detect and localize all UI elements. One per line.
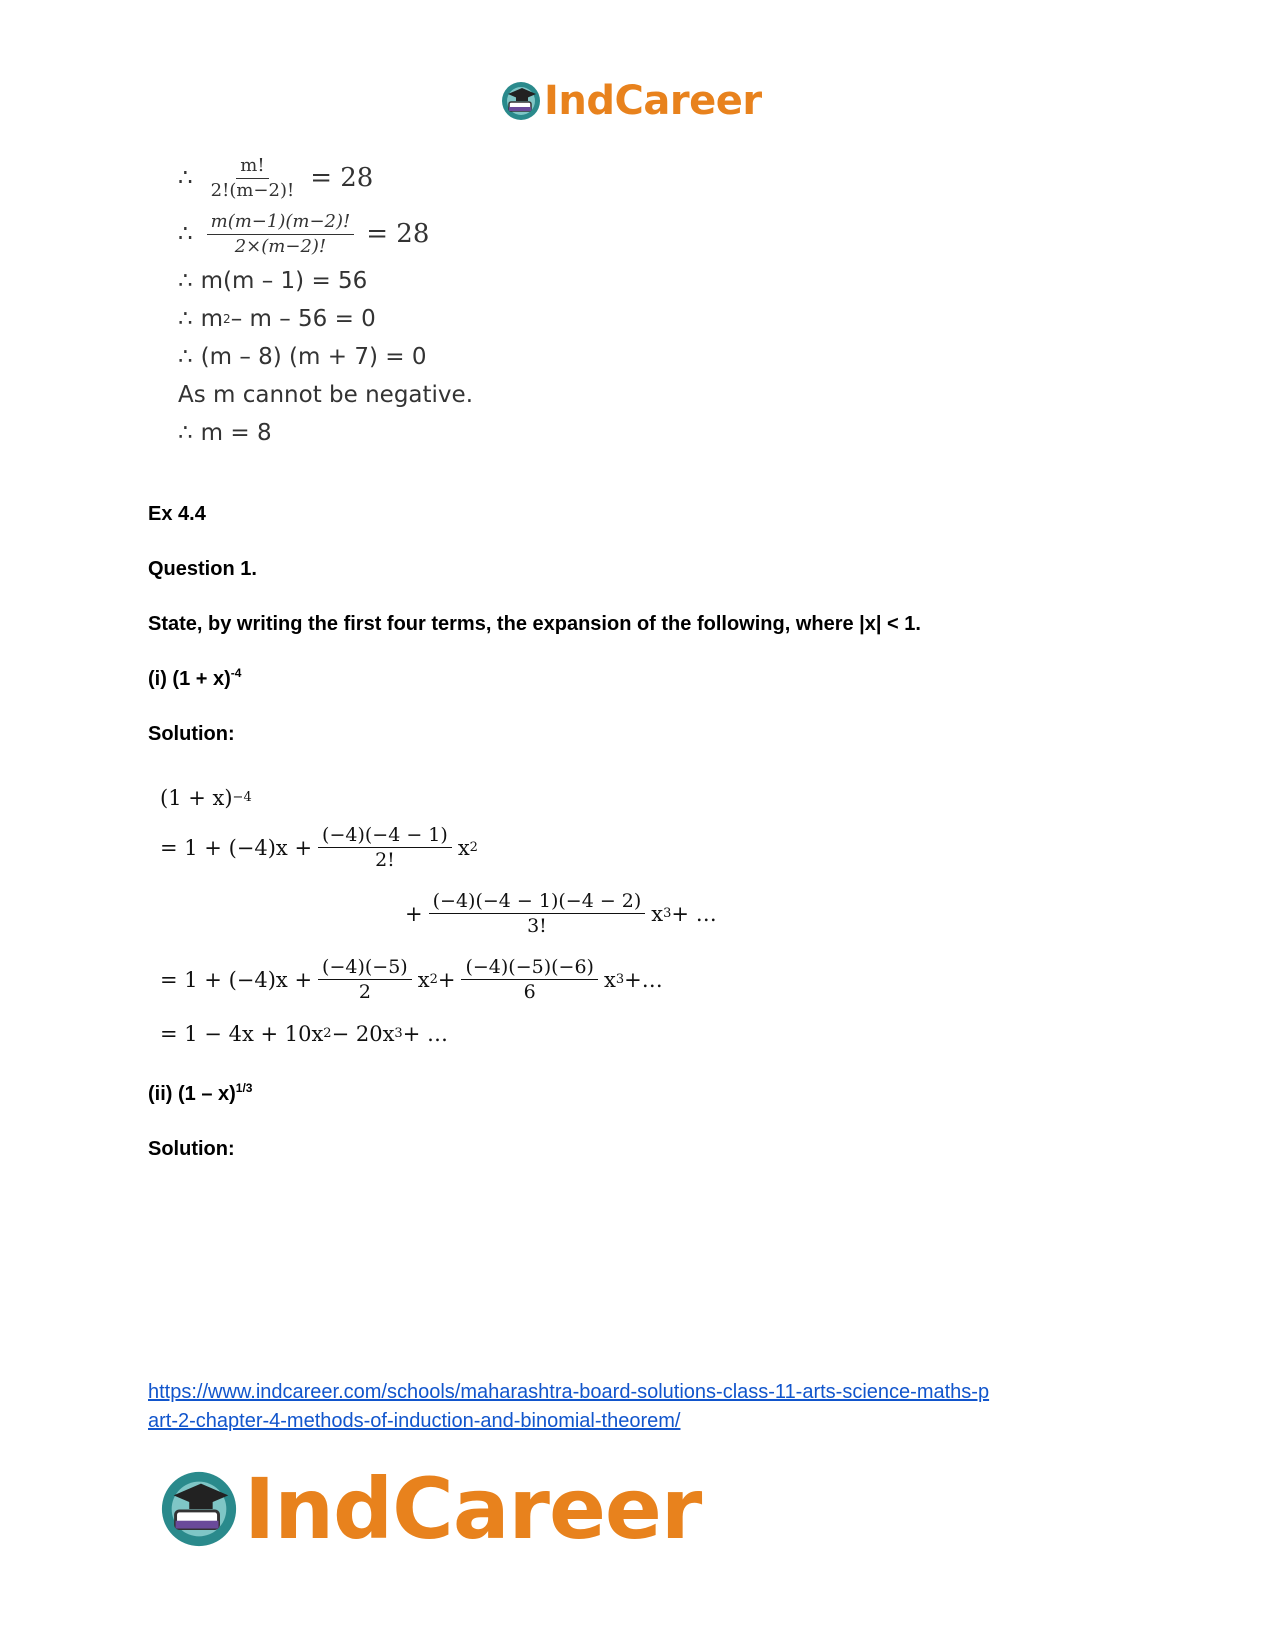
source-link[interactable]: https://www.indcareer.com/schools/maharashtra-board-solutions-class-11-arts-science-maths-p art-2-chapter-4-methods-of-induction-and-binomial-theorem/ xyxy=(148,1381,990,1432)
expansion-line-5: = 1 − 4x + 10x 2 − 20x 3 + … xyxy=(160,1022,448,1046)
step-4: ∴ m 2 – m – 56 = 0 xyxy=(178,306,376,332)
logo-text: IndCareer xyxy=(244,1460,702,1558)
part-ii-label: (ii) (1 – x)$^{1/3}$ xyxy=(148,1081,253,1105)
part-i-label: (i) $(1 + x)^{-4}$ xyxy=(148,666,242,690)
expansion-line-1: (1 + x) −4 xyxy=(160,786,252,810)
fraction: $\frac{(-4)(-4 - 1)}{2!}$ xyxy=(318,824,452,871)
step-3: ∴ m(m – 1) = 56 xyxy=(178,268,368,294)
step-2: ∴ $\frac{m(m-1)(m-2)!}{2\times(m-2)!}$ = 28 xyxy=(178,210,430,257)
step-7: ∴ m = 8 xyxy=(178,420,272,446)
fraction: $\frac{(-4)(-5)}{2}$ xyxy=(318,956,412,1003)
graduation-cap-book-icon xyxy=(158,1468,240,1550)
header-logo xyxy=(500,78,762,124)
question-heading: Question 1. xyxy=(148,558,257,580)
expansion-line-3: + $\frac{(-4)(-4 - 1)(-4 - 2)}{3!}$ x 3 + … xyxy=(405,890,717,937)
expansion-line-4: = 1 + (−4)x + $\frac{(-4)(-5)}{2}$ x 2 + $\frac{(-4)(-5)(-6)}{6}$ x 3 +… xyxy=(160,956,663,1003)
question-statement: State, by writing the first four terms, the expansion of the following, where |x| < 1. xyxy=(148,613,921,635)
expansion-line-2: = 1 + (−4)x + $\frac{(-4)(-4 - 1)}{2!}$ x 2 xyxy=(160,824,478,871)
fraction: $\frac{(-4)(-5)(-6)}{6}$ xyxy=(461,956,598,1003)
previous-solution-steps xyxy=(178,150,698,452)
graduation-cap-book-icon xyxy=(500,80,542,122)
logo-text: IndCareer xyxy=(544,78,762,124)
step-5: ∴ (m – 8) (m + 7) = 0 xyxy=(178,344,427,370)
footer-logo xyxy=(158,1460,701,1558)
solution-label-2: Solution: xyxy=(148,1138,235,1160)
exercise-heading: Ex 4.4 xyxy=(148,503,206,525)
solution-label: Solution: xyxy=(148,723,235,745)
step-6: As m cannot be negative. xyxy=(178,382,474,408)
fraction: $\frac{m(m-1)(m-2)!}{2\times(m-2)!}$ xyxy=(207,211,355,258)
step-1: ∴ $\frac{m!}{2!(m-2)!}$ = 28 xyxy=(178,154,374,201)
fraction: $\frac{m!}{2!(m-2)!}$ xyxy=(210,154,295,201)
fraction: $\frac{(-4)(-4 - 1)(-4 - 2)}{3!}$ xyxy=(429,890,646,937)
